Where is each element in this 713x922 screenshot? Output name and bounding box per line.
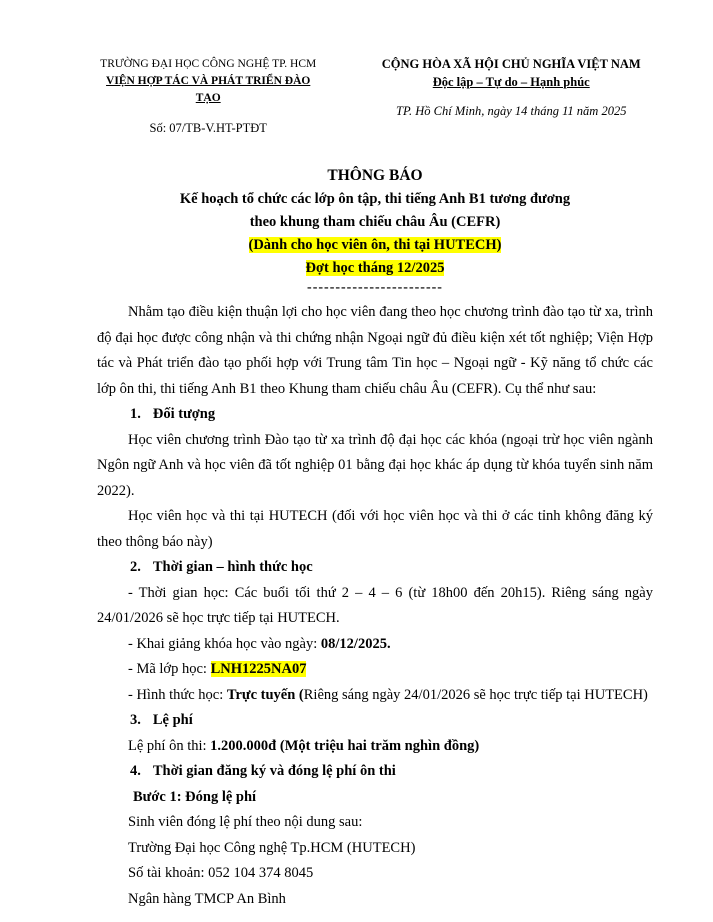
study-mode-value: Trực tuyến ( [226, 686, 304, 703]
issuing-org-block [97, 56, 319, 137]
section-4-label: Thời gian đăng ký và đóng lệ phí ôn thi [152, 763, 396, 779]
step-1-title: Bước 1: Đóng lệ phí [133, 788, 257, 805]
university-name: TRƯỜNG ĐẠI HỌC CÔNG NGHỆ TP. HCM [100, 58, 317, 70]
payment-bank-name: Ngân hàng TMCP An Bình [128, 890, 286, 907]
section-1-paragraph-1: Học viên chương trình Đào tạo từ xa trình độ đại học các khóa (ngoại trừ học viên ngành Ngôn ngữ Anh và học viên đã tốt nghiệp 01 bằng đại học khác áp dụng từ khóa tuyển sinh năm 2022). [97, 431, 653, 499]
intro-paragraph: Nhằm tạo điều kiện thuận lợi cho học viên đang theo học chương trình đào tạo từ xa, trình độ đại học được công nhận và thi chứng nhận Ngoại ngữ đủ điều kiện xét tốt nghiệp; Viện Hợp tác và Phát triển đào tạo phối hợp với Trung tâm Tin học – Ngoại ngữ - Kỹ năng tổ chức các lớp ôn thi, thi tiếng Anh B1 theo Khung tham chiếu châu Âu (CEFR). Cụ thể như sau: [97, 304, 653, 397]
national-motto: Độc lập – Tự do – Hạnh phúc [432, 75, 590, 89]
section-1-number: 1. [130, 406, 141, 422]
section-1-heading [97, 402, 653, 428]
document-body [97, 300, 653, 912]
payment-account-name: Trường Đại học Công nghệ Tp.HCM (HUTECH) [128, 839, 416, 856]
fee-label: Lệ phí ôn thi: [128, 737, 211, 754]
place-date-line: TP. Hồ Chí Minh, ngày 14 tháng 11 năm 2025 [396, 104, 627, 118]
highlighted-note-line1 [97, 234, 653, 257]
highlight-term: Đợt học tháng 12/2025 [305, 260, 445, 276]
fee-value: 1.200.000đ (Một triệu hai trăm nghìn đồng) [210, 737, 480, 754]
study-mode-item [97, 683, 653, 709]
highlight-audience: (Dành cho học viên ôn, thi tại HUTECH) [248, 237, 502, 253]
section-2-label: Thời gian – hình thức học [152, 559, 313, 575]
opening-date-item [97, 632, 653, 658]
section-3-heading [97, 708, 653, 734]
document-number: Số: 07/TB-V.HT-PTĐT [149, 121, 267, 135]
section-2-heading [97, 555, 653, 581]
section-2-number: 2. [130, 559, 141, 575]
study-mode-label: - Hình thức học: [128, 686, 227, 703]
section-3-label: Lệ phí [152, 712, 193, 728]
payment-intro: Sinh viên đóng lệ phí theo nội dung sau: [128, 814, 363, 830]
section-3-number: 3. [130, 712, 141, 728]
class-time-item: - Thời gian học: Các buổi tối thứ 2 – 4 – 6 (từ 18h00 đến 20h15). Riêng sáng ngày 24/01/2026 sẽ học trực tiếp tại HUTECH. [97, 584, 653, 626]
opening-date-label: - Khai giảng khóa học vào ngày: [128, 635, 321, 652]
national-motto-block [369, 56, 653, 120]
national-title: CỘNG HÒA XÃ HỘI CHỦ NGHĨA VIỆT NAM [381, 57, 641, 71]
title-block [97, 164, 653, 295]
document-header [97, 56, 653, 137]
highlighted-note-line2 [97, 257, 653, 280]
document-subtitle-line1: Kế hoạch tổ chức các lớp ôn tập, thi tiếng Anh B1 tương đương [179, 191, 571, 207]
dashed-separator: ------------------------ [307, 280, 443, 295]
institute-name: VIỆN HỢP TÁC VÀ PHÁT TRIỂN ĐÀO TẠO [106, 75, 311, 104]
payment-account-number: Số tài khoản: 052 104 374 8045 [128, 865, 314, 881]
document-title: THÔNG BÁO [327, 167, 423, 184]
section-4-number: 4. [130, 763, 141, 779]
study-mode-note: Riêng sáng ngày 24/01/2026 sẽ học trực tiếp tại HUTECH) [303, 686, 648, 703]
section-1-label: Đối tượng [152, 406, 216, 422]
class-code-label: - Mã lớp học: [128, 661, 211, 677]
document-subtitle-line2: theo khung tham chiếu châu Âu (CEFR) [249, 214, 501, 230]
section-1-paragraph-2: Học viên học và thi tại HUTECH (đối với học viên học và thi ở các tỉnh không đăng ký theo thông báo này) [97, 508, 653, 550]
class-code-item [97, 657, 653, 683]
class-code-value: LNH1225NA07 [210, 661, 307, 677]
fee-item [97, 734, 653, 760]
opening-date-value: 08/12/2025. [320, 635, 391, 652]
section-4-heading [97, 759, 653, 785]
